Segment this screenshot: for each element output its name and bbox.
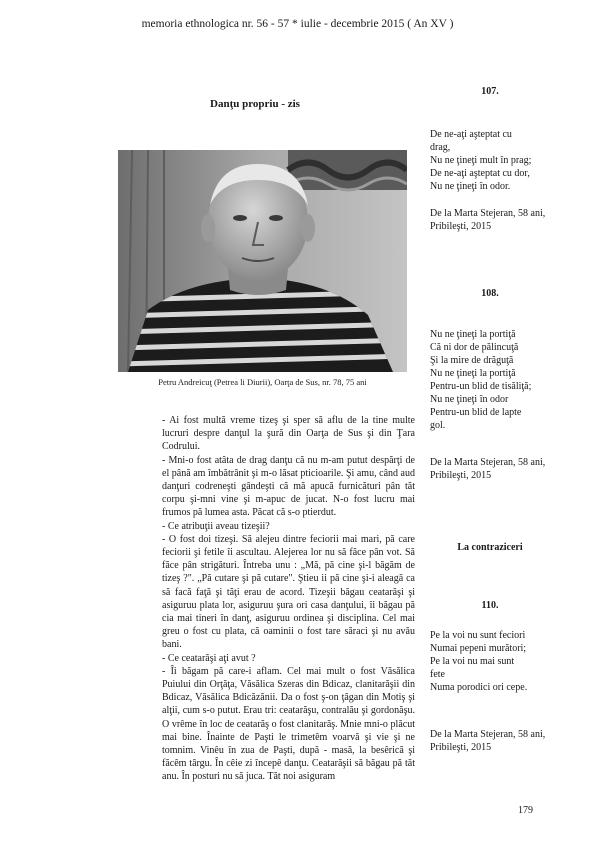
verse-108-attribution: De la Marta Stejeran, 58 ani, Pribileşti, 2015: [430, 457, 546, 481]
verse-number-110: 110.: [481, 600, 499, 611]
paragraph: - Ce ceatarăşi aţi avut ?: [162, 652, 256, 664]
portrait-photo-illustration: [118, 150, 407, 372]
verse-107-attribution: De la Marta Stejeran, 58 ani, Pribileşti, 2015: [430, 208, 546, 232]
verse-110: [430, 629, 555, 694]
verse-line: drag,: [430, 142, 451, 153]
paragraph: - Mni-o fost atâta de drag danţu că nu m-am putut despărţi de el până am îmbătrânit şi m-o lăsat pticioarile. Şi amu, când aud danţuri codreneşti gândeşti că mă apucă furnicături pân tăt corpu şi-mni vine şi m-apuc de jucat. N-o fost lucru mai frumos pă lumea asta. Păcat că s-o ptierdut.: [162, 454, 415, 519]
article-title: Danţu propriu - zis: [210, 98, 300, 110]
verse-line: Şi la mire de drăguţă: [430, 355, 514, 366]
verse-line: De ne-aţi aşteptat cu dor,: [430, 168, 530, 179]
page-number: 179: [518, 805, 533, 816]
verse-line: Pe la voi nu mai sunt: [430, 656, 515, 667]
verse-line: Pentru-un blid de lapte: [430, 407, 522, 418]
verse-line: Pentru-un blid de tisăliţă;: [430, 381, 532, 392]
verse-line: De ne-aţi aşteptat cu: [430, 129, 512, 140]
verse-line: Nu ne ţineţi în odor: [430, 394, 509, 405]
verse-number-107: 107.: [481, 86, 499, 97]
paragraph: - Ce atribuţii aveau tizeşii?: [162, 520, 270, 532]
verse-line: Nu ne ţineţi la portiţă: [430, 368, 516, 379]
verse-line: Nu ne ţineţi la portiţă: [430, 329, 516, 340]
running-head: memoria ethnologica nr. 56 - 57 * iulie - decembrie 2015 ( An XV ): [141, 18, 454, 30]
verse-line: fete: [430, 669, 445, 680]
verse-line: Nu ne ţineţi în odor.: [430, 181, 511, 192]
verse-line: gol.: [430, 420, 446, 431]
article-body: [147, 414, 415, 784]
paragraph: - Ai fost multă vreme tizeş şi sper să aflu de la tine multe lucruri despre danţul la şură din Oarţa de Sus şi din Ţara Codrului.: [162, 415, 415, 453]
verse-108: [430, 328, 555, 432]
verse-line: Nu ne ţineţi mult în prag;: [430, 155, 532, 166]
photo-caption: Petru Andreicuţ (Petrea li Diurii), Oarţa de Sus, nr. 78, 75 ani: [158, 377, 367, 387]
paragraph: - O fost doi tizeşi. Să alejeu dintre feciorii mai mari, pă care feciorii şi fetile îi ascultau. Alejerea lor nu să făce pân vot. Să făce pân strigături. Întreba unu : „Mă, pă cine şi-l băgăm de tizeş ?". „Pă cutare şi pă cutare". Ştieu ii pă cine şi-i aleagă ca să facă faţă şi tăţi erau de acord. Tizeşii băgau ceatarăşi şi asiguruu plata lor, asiguruu şura ori casa danţului, îi băgau pă cia mai tineri în danţ, asiguruu ordinea şi disciplina. Cel mai greu o fost cu plata, că oaminii o fost tare săraci şi nu avău bani.: [162, 533, 415, 651]
verse-line: Numai pepeni murători;: [430, 643, 527, 654]
verse-107: [430, 128, 555, 193]
verse-line: Numa porodici ori cepe.: [430, 682, 528, 693]
portrait-photo: [118, 150, 407, 372]
verse-line: Pe la voi nu sunt feciori: [430, 630, 526, 641]
verse-number-108: 108.: [481, 288, 499, 299]
section-title: La contraziceri: [457, 542, 523, 553]
verse-110-attribution: De la Marta Stejeran, 58 ani, Pribileşti, 2015: [430, 729, 546, 753]
verse-line: Că ni dor de pălincuţă: [430, 342, 519, 353]
paragraph: - Îi băgam pă care-i aflam. Cel mai mult o fost Văsălica Puiului din Orţăţa, Văsălica Szeras din Bdicaz, clanitarăşii din Bdicaz, Văsălica Bdicăzănii. Da o fost ş-on ţâgan din Motiş şi alţii, cum s-o putut. Erau tri: ceatarăşu, contralău şi gordonăşu. O vrême în loc de ceatarăş o fost clanitarăş. Mnie mni-o plăcut mai bine. Înainte de Paşti le trimetêm voarvă şi vie şi ne tomnim. Vinêu în zua de Paşti, după - masă, la besêrică şi făcêm târgu. În cêie zi începê danţu. Ceatarăşii să băgau pă tăt anu. În posturi nu să juca. Tăt noi asiguram: [162, 665, 415, 783]
